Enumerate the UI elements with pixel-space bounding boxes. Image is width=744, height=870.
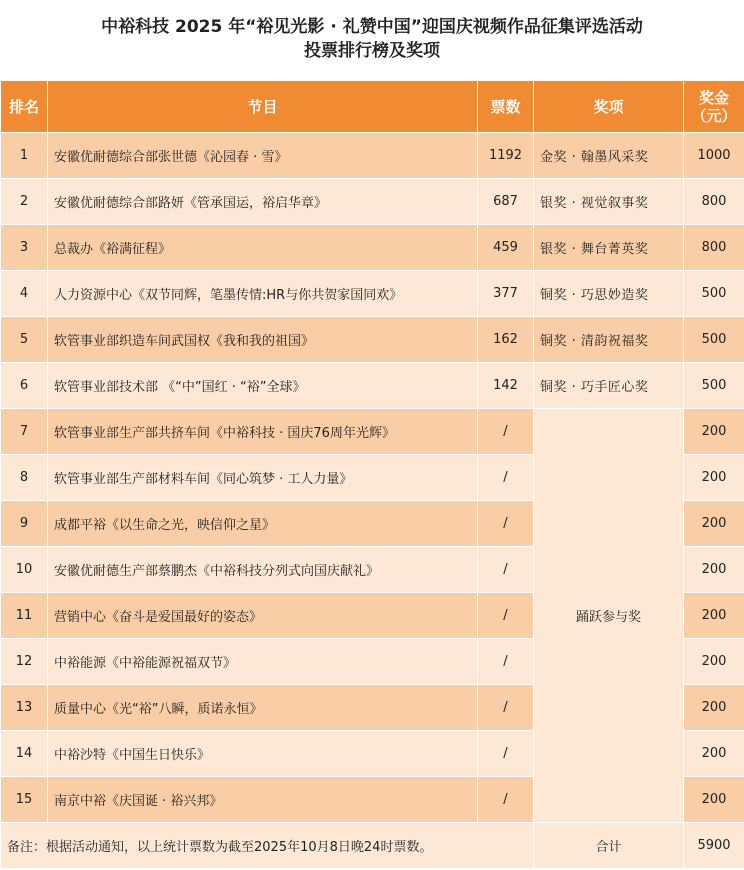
prize-cell: 200 [684,547,744,593]
rank-cell: 9 [1,501,48,547]
table-row [1,271,744,317]
rank-cell: 8 [1,455,48,501]
votes-cell: 1192 [478,133,534,179]
total-value: 5900 [684,823,744,869]
title-line-1: 中裕科技 2025 年“裕见光影 · 礼赞中国”迎国庆视频作品征集评选活动 [101,17,643,37]
votes-cell: 162 [478,317,534,363]
program-cell: 成都平裕《以生命之光，映信仰之星》 [48,501,478,547]
prize-cell: 800 [684,179,744,225]
program-cell: 软管事业部生产部材料车间《同心筑梦 · 工人力量》 [48,455,478,501]
rank-cell: 7 [1,409,48,455]
prize-cell: 500 [684,363,744,409]
program-cell: 软管事业部生产部共挤车间《中裕科技 · 国庆76周年光辉》 [48,409,478,455]
rank-cell: 5 [1,317,48,363]
participation-award-cell: 踊跃参与奖 [534,409,684,823]
prize-cell: 200 [684,455,744,501]
header-award: 奖项 [534,81,684,133]
votes-cell: / [478,501,534,547]
rank-cell: 4 [1,271,48,317]
program-cell: 中裕沙特《中国生日快乐》 [48,731,478,777]
table-row [1,317,744,363]
table-row [1,225,744,271]
rank-cell: 3 [1,225,48,271]
votes-cell: 459 [478,225,534,271]
votes-cell: / [478,547,534,593]
program-cell: 软管事业部技术部 《“中”国红 · “裕”全球》 [48,363,478,409]
program-cell: 安徽优耐德生产部蔡鹏杰《中裕科技分列式向国庆献礼》 [48,547,478,593]
award-cell: 银奖 · 舞台菁英奖 [534,225,684,271]
prize-cell: 200 [684,777,744,823]
table-row [1,133,744,179]
prize-cell: 500 [684,271,744,317]
program-cell: 总裁办《裕满征程》 [48,225,478,271]
total-label: 合计 [534,823,684,869]
rank-cell: 12 [1,639,48,685]
rank-cell: 13 [1,685,48,731]
prize-cell: 200 [684,409,744,455]
rank-cell: 1 [1,133,48,179]
table-row [1,409,744,455]
rank-cell: 14 [1,731,48,777]
votes-cell: / [478,409,534,455]
votes-cell: / [478,593,534,639]
program-cell: 软管事业部织造车间武国权《我和我的祖国》 [48,317,478,363]
header-votes: 票数 [478,81,534,133]
prize-cell: 800 [684,225,744,271]
rank-cell: 6 [1,363,48,409]
prize-cell: 500 [684,317,744,363]
header-prize [684,81,744,133]
program-cell: 安徽优耐德综合部路妍《管承国运，裕启华章》 [48,179,478,225]
votes-cell: / [478,777,534,823]
award-cell: 铜奖 · 巧思妙造奖 [534,271,684,317]
program-cell: 营销中心《奋斗是爱国最好的姿态》 [48,593,478,639]
rank-cell: 15 [1,777,48,823]
prize-cell: 1000 [684,133,744,179]
header-prize-line1: 奖金 [698,88,729,107]
votes-cell: / [478,455,534,501]
page-title [0,0,744,78]
rank-cell: 10 [1,547,48,593]
rank-cell: 11 [1,593,48,639]
award-cell: 银奖 · 视觉叙事奖 [534,179,684,225]
footer-row [1,823,744,869]
table-row [1,179,744,225]
header-rank: 排名 [1,81,48,133]
prize-cell: 200 [684,685,744,731]
award-cell: 铜奖 · 清韵祝福奖 [534,317,684,363]
votes-cell: 142 [478,363,534,409]
prize-cell: 200 [684,501,744,547]
program-cell: 人力资源中心《双节同辉，笔墨传情:HR与你共贺家国同欢》 [48,271,478,317]
program-cell: 中裕能源《中裕能源祝福双节》 [48,639,478,685]
prize-cell: 200 [684,593,744,639]
votes-cell: / [478,639,534,685]
votes-cell: 687 [478,179,534,225]
award-cell: 金奖 · 翰墨风采奖 [534,133,684,179]
footer-note: 备注：根据活动通知，以上统计票数为截至2025年10月8日晚24时票数。 [1,823,534,869]
prize-cell: 200 [684,639,744,685]
votes-cell: 377 [478,271,534,317]
header-prize-line2: （元） [691,106,737,125]
award-cell: 铜奖 · 巧手匠心奖 [534,363,684,409]
title-line-2: 投票排行榜及奖项 [304,41,440,61]
votes-cell: / [478,685,534,731]
votes-cell: / [478,731,534,777]
program-cell: 质量中心《光“裕”八瞬，质诺永恒》 [48,685,478,731]
table-row [1,363,744,409]
table-header-row [1,81,744,133]
header-program: 节目 [48,81,478,133]
program-cell: 南京中裕《庆国诞 · 裕兴邦》 [48,777,478,823]
rank-cell: 2 [1,179,48,225]
prize-cell: 200 [684,731,744,777]
ranking-table [0,80,744,869]
program-cell: 安徽优耐德综合部张世德《沁园春 · 雪》 [48,133,478,179]
